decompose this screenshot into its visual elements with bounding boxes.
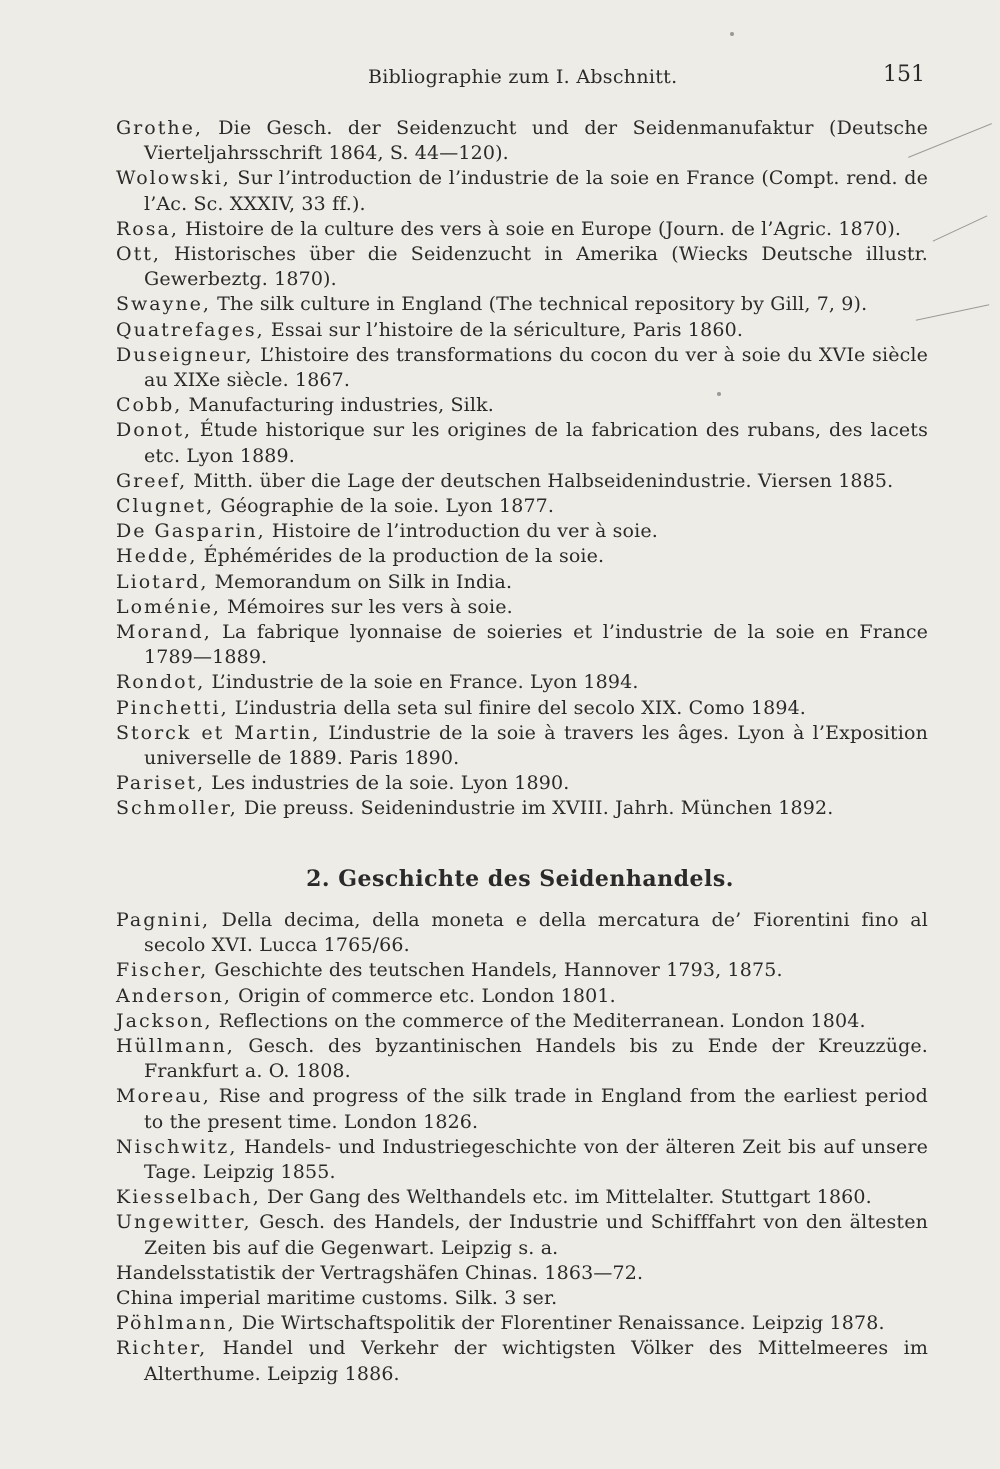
entry-citation: Gesch. des byzantinischen Handels bis zu Ende der Kreuzzüge. Frankfurt a. O. 1808. [144,1035,928,1083]
entry-citation: Géographie de la soie. Lyon 1877. [214,495,555,518]
entry-author: Liotard, [116,570,209,593]
entry-citation: Die Gesch. der Seidenzucht und der Seidenmanufaktur (Deutsche Vierteljahrsschrift 1864, S. 44—120). [144,117,928,165]
entry-author: Loménie, [116,595,221,618]
entry-author: Grothe, [116,117,203,139]
entry-author: Swayne, [116,293,211,316]
bibliography-entry [116,595,928,620]
bibliography-entry [116,544,928,569]
entry-author: Rosa, [116,217,179,240]
bibliography-entry [116,1185,928,1210]
bibliography-entry [116,958,928,983]
bibliography-entry [116,494,928,519]
bibliography-entry [116,343,928,393]
bibliography-entry [116,670,928,695]
entry-citation: Die preuss. Seidenindustrie im XVIII. Jahrh. München 1892. [237,797,834,820]
running-title: Bibliographie zum I. Abschnitt. [368,66,678,88]
entry-citation: Mémoires sur les vers à soie. [220,595,513,618]
entry-citation: Reflections on the commerce of the Mediterranean. London 1804. [212,1009,866,1032]
entry-author: Donot, [116,419,193,442]
bibliography-entry [116,1135,928,1185]
entry-citation: L’histoire des transformations du cocon du ver à soie du XVIe siècle au XIXe siècle. 1867. [144,343,928,392]
entry-citation: La fabrique lyonnaise de soieries et l’industrie de la soie en France 1789—1889. [144,621,928,669]
entry-author: Greef, [116,469,188,492]
bibliography-entry [116,116,928,166]
bibliography-entry [116,908,928,958]
bibliography-entry [116,1210,928,1260]
bibliography-entry [116,519,928,544]
entry-author: Kiesselbach, [116,1186,261,1209]
bibliography-entry [116,620,928,670]
entry-author: Pöhlmann, [116,1312,236,1335]
entry-citation: Histoire de l’introduction du ver à soie. [265,520,658,543]
entry-citation: Gesch. des Handels, der Industrie und Schifffahrt von den ältesten Zeiten bis auf die Gegenwart. Leipzig s. a. [144,1211,928,1259]
entry-citation: China imperial maritime customs. Silk. 3 ser. [116,1287,558,1310]
entry-author: Nischwitz, [116,1135,238,1158]
entry-citation: Die Wirtschaftspolitik der Florentiner Renaissance. Leipzig 1878. [235,1312,885,1335]
entry-citation: Handelsstatistik der Vertragshäfen Chinas. 1863—72. [116,1261,644,1284]
entry-author: Pinchetti, [116,696,229,719]
bibliography-entry [116,166,928,216]
entry-citation: Les industries de la soie. Lyon 1890. [205,772,570,795]
entry-author: Moreau, [116,1085,211,1108]
page-header [0,62,1000,98]
bibliography-entry [116,721,928,771]
entry-author: De Gasparin, [116,520,266,543]
ink-speck [730,32,734,36]
entry-citation: Manufacturing industries, Silk. [182,394,494,417]
entry-citation: Origin of commerce etc. London 1801. [231,984,616,1007]
margin-stroke [933,215,988,241]
bibliography-entry [116,796,928,821]
entry-author: Clugnet, [116,495,215,518]
entry-author: Ott, [116,243,161,266]
entry-citation: Handel und Verkehr der wichtigsten Völker des Mittelmeeres im Alterthume. Leipzig 1886. [144,1337,928,1385]
entry-author: Hedde, [116,545,198,568]
entry-author: Storck et Martin, [116,721,321,744]
entry-author: Schmoller, [116,797,238,820]
page-number: 151 [883,62,925,87]
entry-citation: Memorandum on Silk in India. [208,570,513,593]
bibliography-entry [116,217,928,242]
entry-author: Richter, [116,1337,208,1360]
entry-author: Pariset, [116,772,206,795]
entry-author: Jackson, [116,1009,213,1032]
entry-author: Anderson, [116,984,232,1007]
entry-author: Fischer, [116,959,209,982]
entry-citation: L’industrie de la soie en France. Lyon 1894. [205,671,639,694]
entry-author: Quatrefages, [116,318,265,341]
entry-citation: Handels- und Industriegeschichte von der älteren Zeit bis auf unsere Tage. Leipzig 1855. [144,1135,928,1184]
entry-citation: Della decima, della moneta e della mercatura de’ Fiorentini fino al secolo XVI. Lucca 1765/66. [144,909,928,957]
ink-speck [717,392,721,396]
entry-citation: Geschichte des teutschen Handels, Hannover 1793, 1875. [208,959,783,982]
bibliography-entry [116,696,928,721]
entry-author: Hüllmann, [116,1035,235,1058]
entry-citation: L’industria della seta sul finire del secolo XIX. Como 1894. [228,696,806,719]
entry-citation: Éphémérides de la production de la soie. [197,545,605,568]
entry-citation: Mitth. über die Lage der deutschen Halbseidenindustrie. Viersen 1885. [187,469,894,492]
entry-citation: The silk culture in England (The technical repository by Gill, 7, 9). [210,293,868,316]
entry-author: Wolowski, [116,167,231,190]
entry-author: Duseigneur, [116,343,254,366]
bibliography-entry [116,1009,928,1034]
bibliography-entry [116,1261,928,1286]
entry-citation: Essai sur l’histoire de la sériculture, Paris 1860. [264,318,744,341]
bibliography-entry [116,242,928,292]
entry-citation: L’industrie de la soie à travers les âges. Lyon à l’Exposition universelle de 1889. Paris 1890. [144,721,928,770]
bibliography-section-1 [116,116,928,822]
entry-author: Morand, [116,621,212,644]
entry-author: Rondot, [116,671,206,694]
bibliography-entry [116,469,928,494]
bibliography-section-2 [116,908,928,1387]
bibliography-entry [116,1311,928,1336]
bibliography-entry [116,1336,928,1386]
bibliography-entry [116,292,928,317]
bibliography-entry [116,771,928,796]
bibliography-entry [116,984,928,1009]
entry-author: Cobb, [116,394,183,417]
entry-citation: Histoire de la culture des vers à soie en Europe (Journ. de l’Agric. 1870). [178,217,902,240]
entry-author: Ungewitter, [116,1211,252,1234]
entry-author: Pagnini, [116,909,211,931]
entry-citation: Sur l’introduction de l’industrie de la soie en France (Compt. rend. de l’Ac. Sc. XXXIV, 33 ff.). [144,167,928,215]
bibliography-entry [116,318,928,343]
bibliography-entry [116,1084,928,1134]
bibliography-entry [116,418,928,468]
bibliography-entry [116,570,928,595]
section-heading: 2. Geschichte des Seidenhandels. [306,866,734,892]
entry-citation: Étude historique sur les origines de la fabrication des rubans, des lacets etc. Lyon 1889. [144,419,928,467]
bibliography-entry [116,393,928,418]
entry-citation: Rise and progress of the silk trade in England from the earliest period to the present time. London 1826. [144,1085,928,1133]
entry-citation: Historisches über die Seidenzucht in Amerika (Wiecks Deutsche illustr. Gewerbeztg. 1870). [144,243,928,291]
entry-citation: Der Gang des Welthandels etc. im Mittelalter. Stuttgart 1860. [260,1186,872,1209]
bibliography-entry [116,1286,928,1311]
bibliography-entry [116,1034,928,1084]
